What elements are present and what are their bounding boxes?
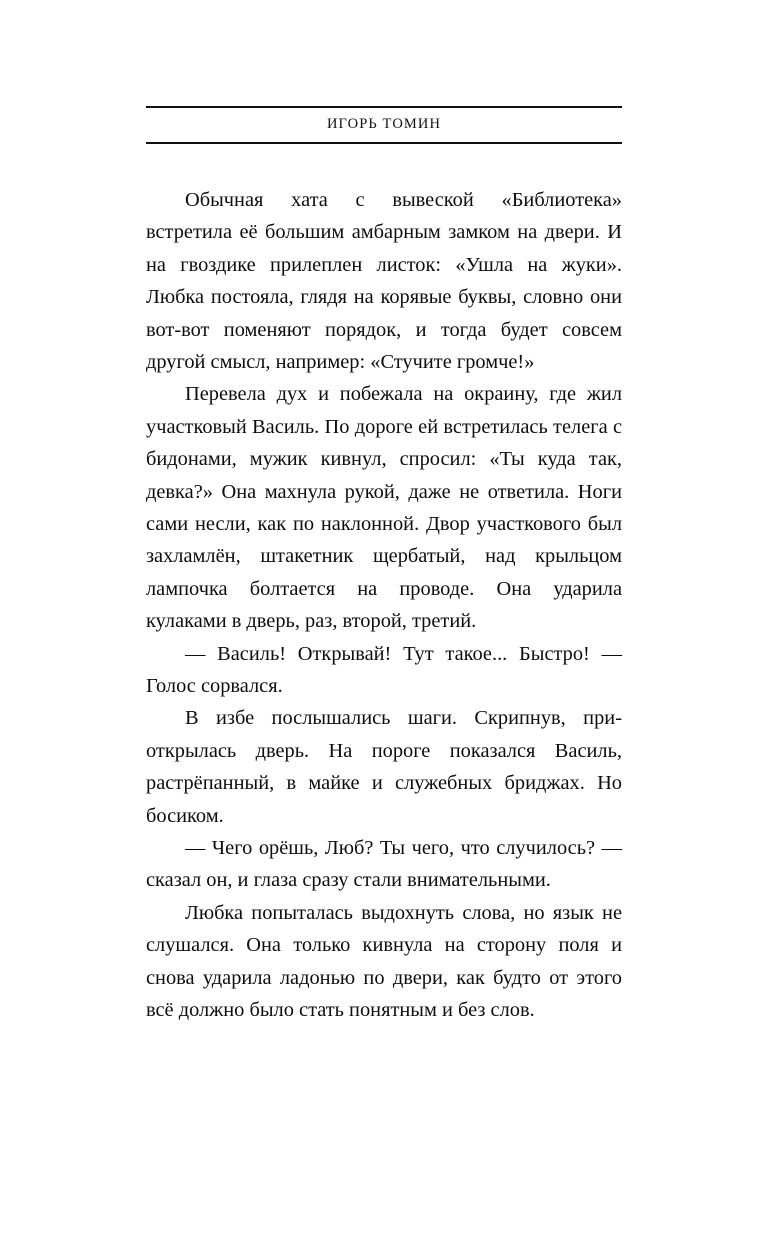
paragraph: В избе послышались шаги. Скрипнув, приоткрылась дверь. На пороге показался Василь, растрёпанный, в майке и служебных бриджах. Но босиком.: [146, 707, 622, 827]
paragraph: Перевела дух и побежала на окраину, где жил участковый Василь. По дороге ей встретилась телега с бидонами, мужик кивнул, спросил: «Ты куда так, девка?» Она махнула рукой, даже не ответила. Ноги сами несли, как по наклонной. Двор участкового был захламлён, штакетник щербатый, над крыльцом лампочка болтается на проводе. Она ударила кулаками в дверь, раз, второй, третий.: [146, 383, 622, 633]
paragraph: Любка попыталась выдохнуть слова, но язык не слушался. Она только кивнула на сторону поля и снова ударила ладонью по двери, как будто от этого всё должно было стать понятным и без слов.: [146, 901, 622, 1022]
body-text: [146, 184, 622, 1027]
running-head: ИГОРЬ ТОМИН: [146, 106, 622, 144]
paragraph: — Чего орёшь, Люб? Ты чего, что случилось? — сказал он, и глаза сразу стали внимательными.: [146, 837, 622, 892]
page-content: [146, 106, 622, 1027]
paragraph: — Василь! Открывай! Тут такое... Быстро! — Голос сорвался.: [146, 642, 622, 698]
paragraph: Обычная хата с вывеской «Библиотека» встретила её большим амбарным замком на двери. И на гвоздике прилеплен листок: «Ушла на жуки». Любка постояла, глядя на корявые буквы, словно они вот-вот поменяют порядок, и тогда будет совсем другой смысл, например: «Стучите громче!»: [146, 188, 622, 373]
